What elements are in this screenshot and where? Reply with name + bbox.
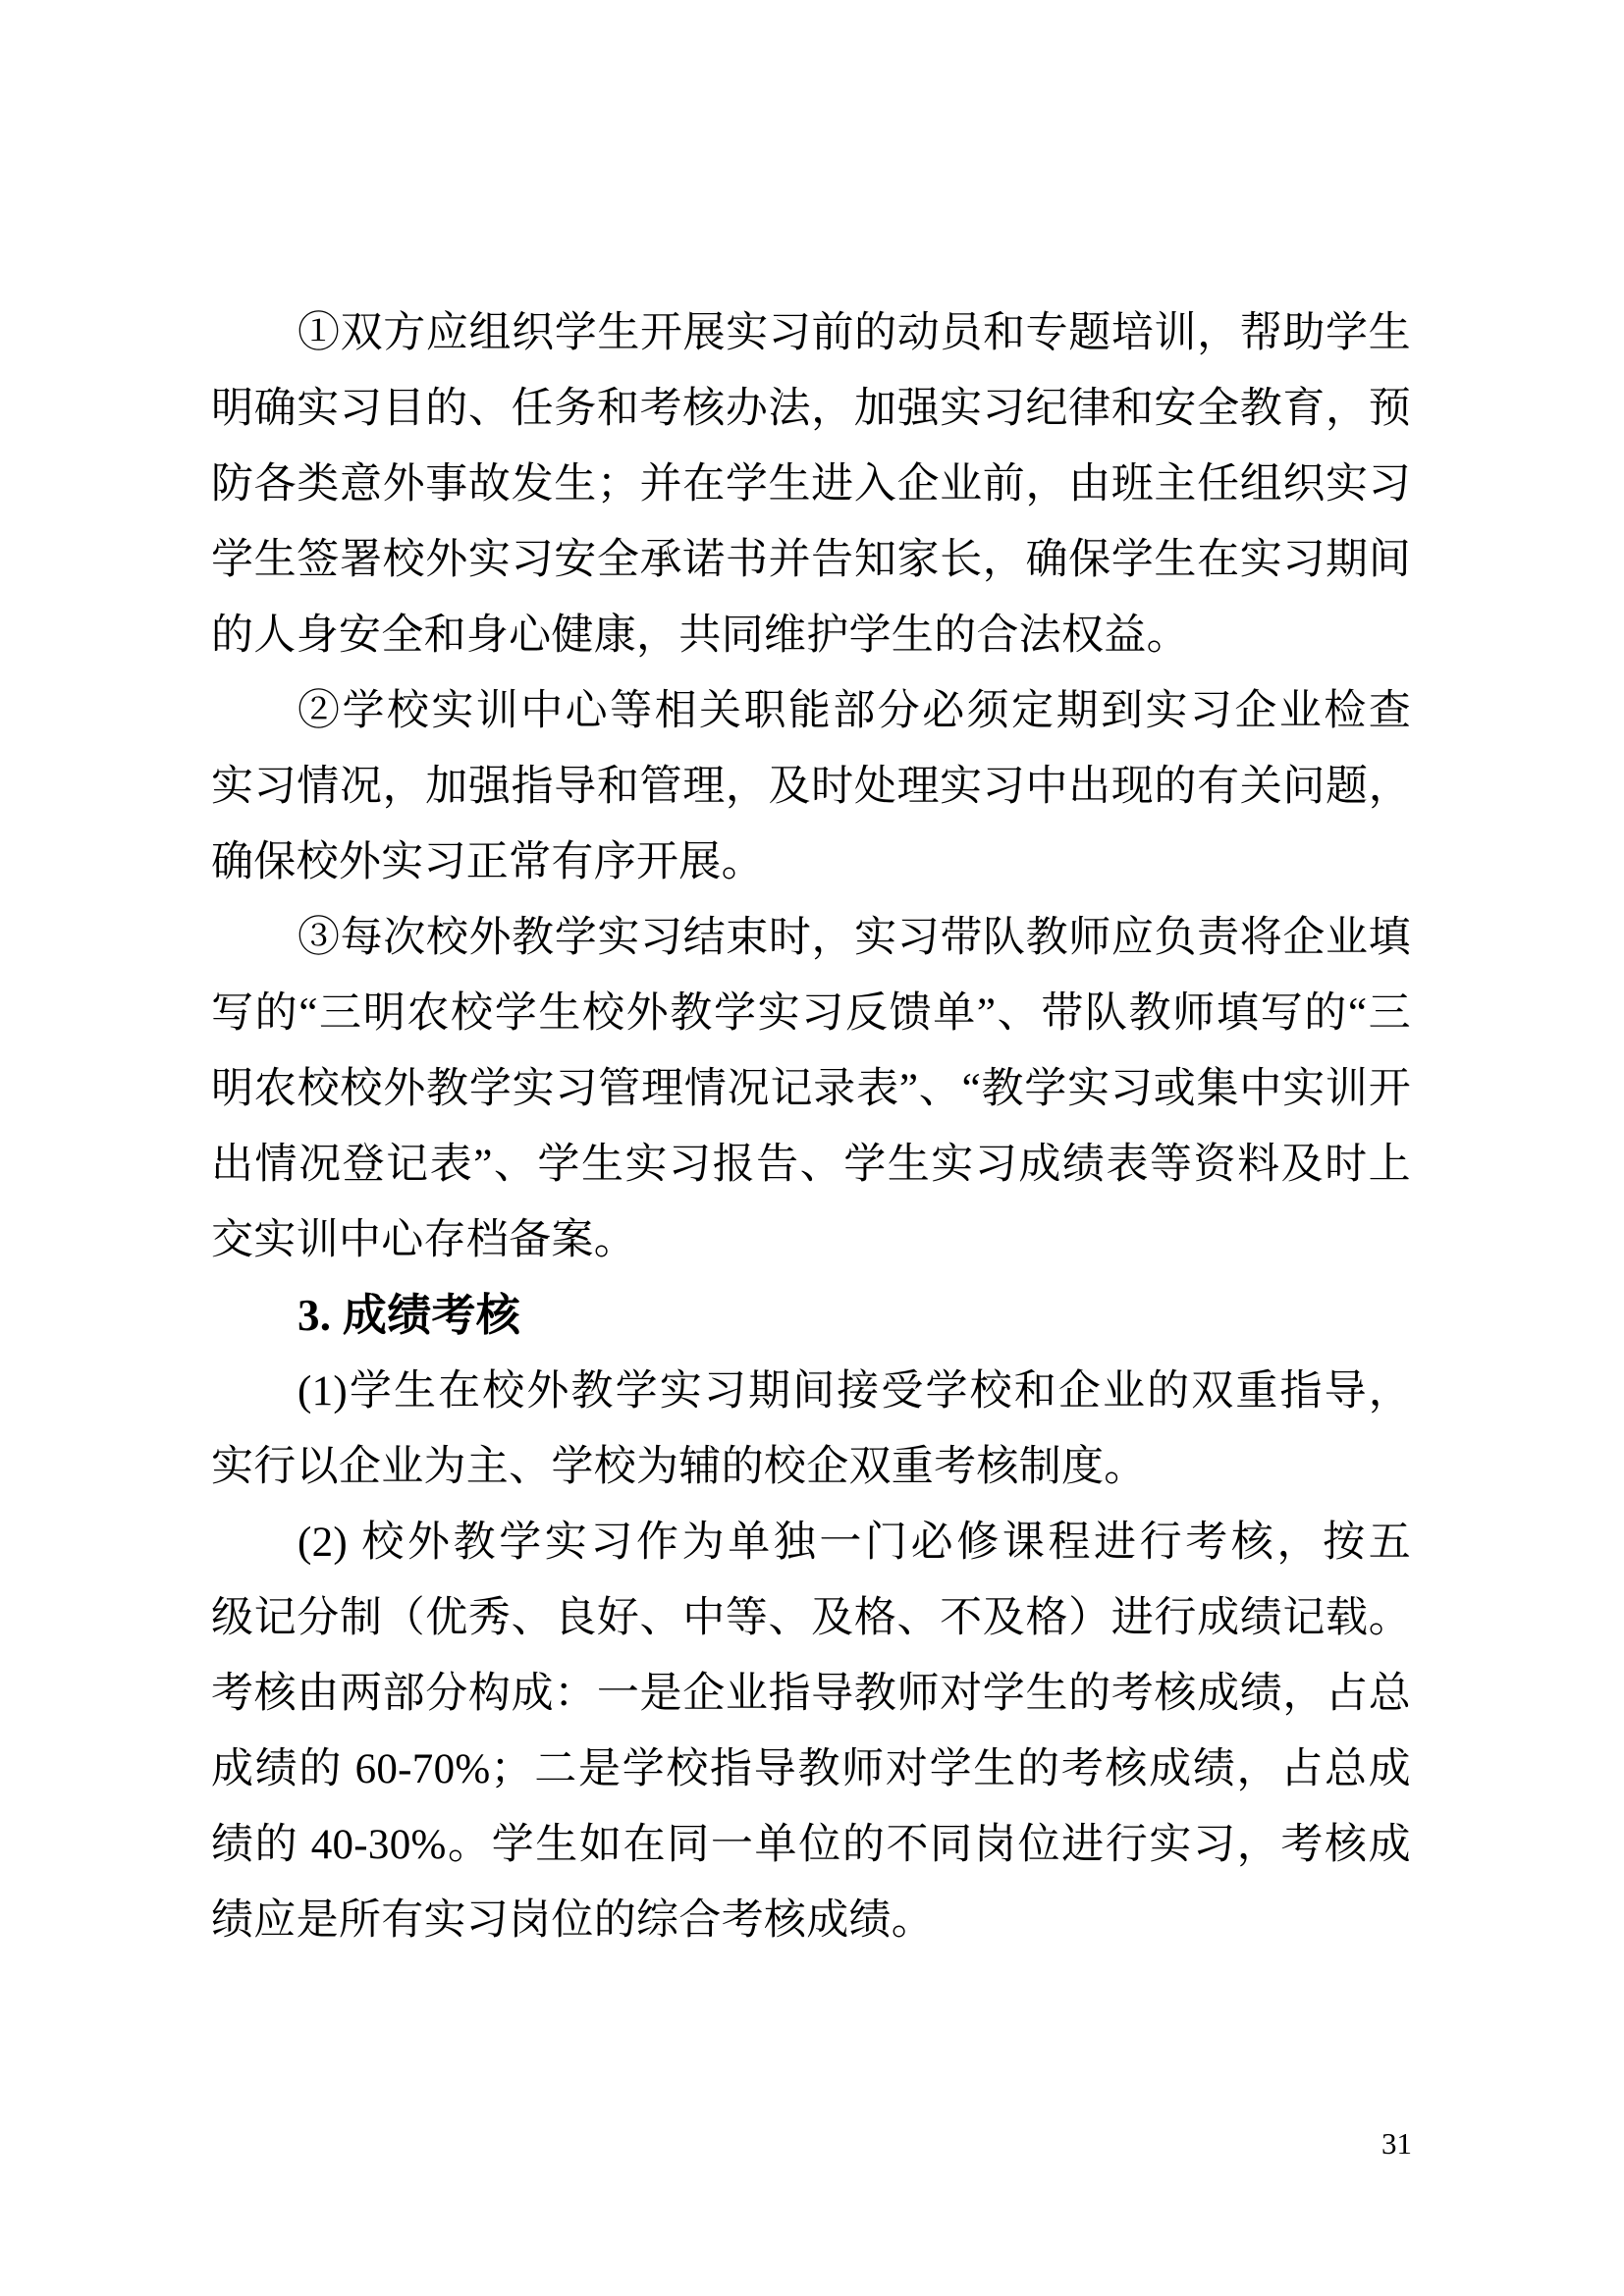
text-line: 成绩的 60-70%；二是学校指导教师对学生的考核成绩，占总成 xyxy=(211,1746,1411,1792)
text-line: 防各类意外事故发生；并在学生进入企业前，由班主任组织实习 xyxy=(211,461,1411,507)
paragraph-5 xyxy=(211,1505,1411,1958)
paragraph-2 xyxy=(211,673,1411,900)
text-line: 学生签署校外实习安全承诺书并告知家长，确保学生在实习期间 xyxy=(211,537,1411,583)
text-line: (2) 校外教学实习作为单独一门必修课程进行考核，按五 xyxy=(298,1520,1411,1566)
text-line: 实习情况，加强指导和管理，及时处理实习中出现的有关问题， xyxy=(211,764,1411,810)
text-line: ③每次校外教学实习结束时，实习带队教师应负责将企业填 xyxy=(298,915,1411,961)
section-heading-text: 3. 成绩考核 xyxy=(298,1291,521,1340)
text-line: 绩应是所有实习岗位的综合考核成绩。 xyxy=(211,1897,935,1944)
document-body xyxy=(211,295,1411,1958)
text-line: 明农校校外教学实习管理情况记录表”、“教学实习或集中实训开 xyxy=(211,1066,1411,1112)
paragraph-3 xyxy=(211,900,1411,1278)
text-line: ②学校实训中心等相关职能部分必须定期到实习企业检查 xyxy=(298,688,1411,734)
paragraph-4 xyxy=(211,1354,1411,1505)
text-line: 写的“三明农校学生校外教学实习反馈单”、带队教师填写的“三 xyxy=(211,990,1411,1037)
text-line: 级记分制（优秀、良好、中等、及格、不及格）进行成绩记载。 xyxy=(211,1595,1411,1641)
text-line: 的人身安全和身心健康，共同维护学生的合法权益。 xyxy=(211,613,1189,659)
text-line: 出情况登记表”、学生实习报告、学生实习成绩表等资料及时上 xyxy=(211,1142,1411,1188)
text-line: ①双方应组织学生开展实习前的动员和专题培训，帮助学生 xyxy=(298,310,1411,356)
text-line: (1)学生在校外教学实习期间接受学校和企业的双重指导， xyxy=(298,1368,1411,1415)
paragraph-1 xyxy=(211,295,1411,673)
text-line: 交实训中心存档备案。 xyxy=(211,1217,636,1263)
text-line: 实行以企业为主、学校为辅的校企双重考核制度。 xyxy=(211,1444,1147,1490)
page-number: 31 xyxy=(1381,2126,1412,2161)
text-line: 考核由两部分构成：一是企业指导教师对学生的考核成绩，占总 xyxy=(211,1671,1411,1717)
text-line: 绩的 40-30%。学生如在同一单位的不同岗位进行实习，考核成 xyxy=(211,1822,1411,1868)
text-line: 明确实习目的、任务和考核办法，加强实习纪律和安全教育，预 xyxy=(211,386,1411,432)
text-line: 确保校外实习正常有序开展。 xyxy=(211,839,764,885)
section-heading xyxy=(211,1278,1411,1354)
